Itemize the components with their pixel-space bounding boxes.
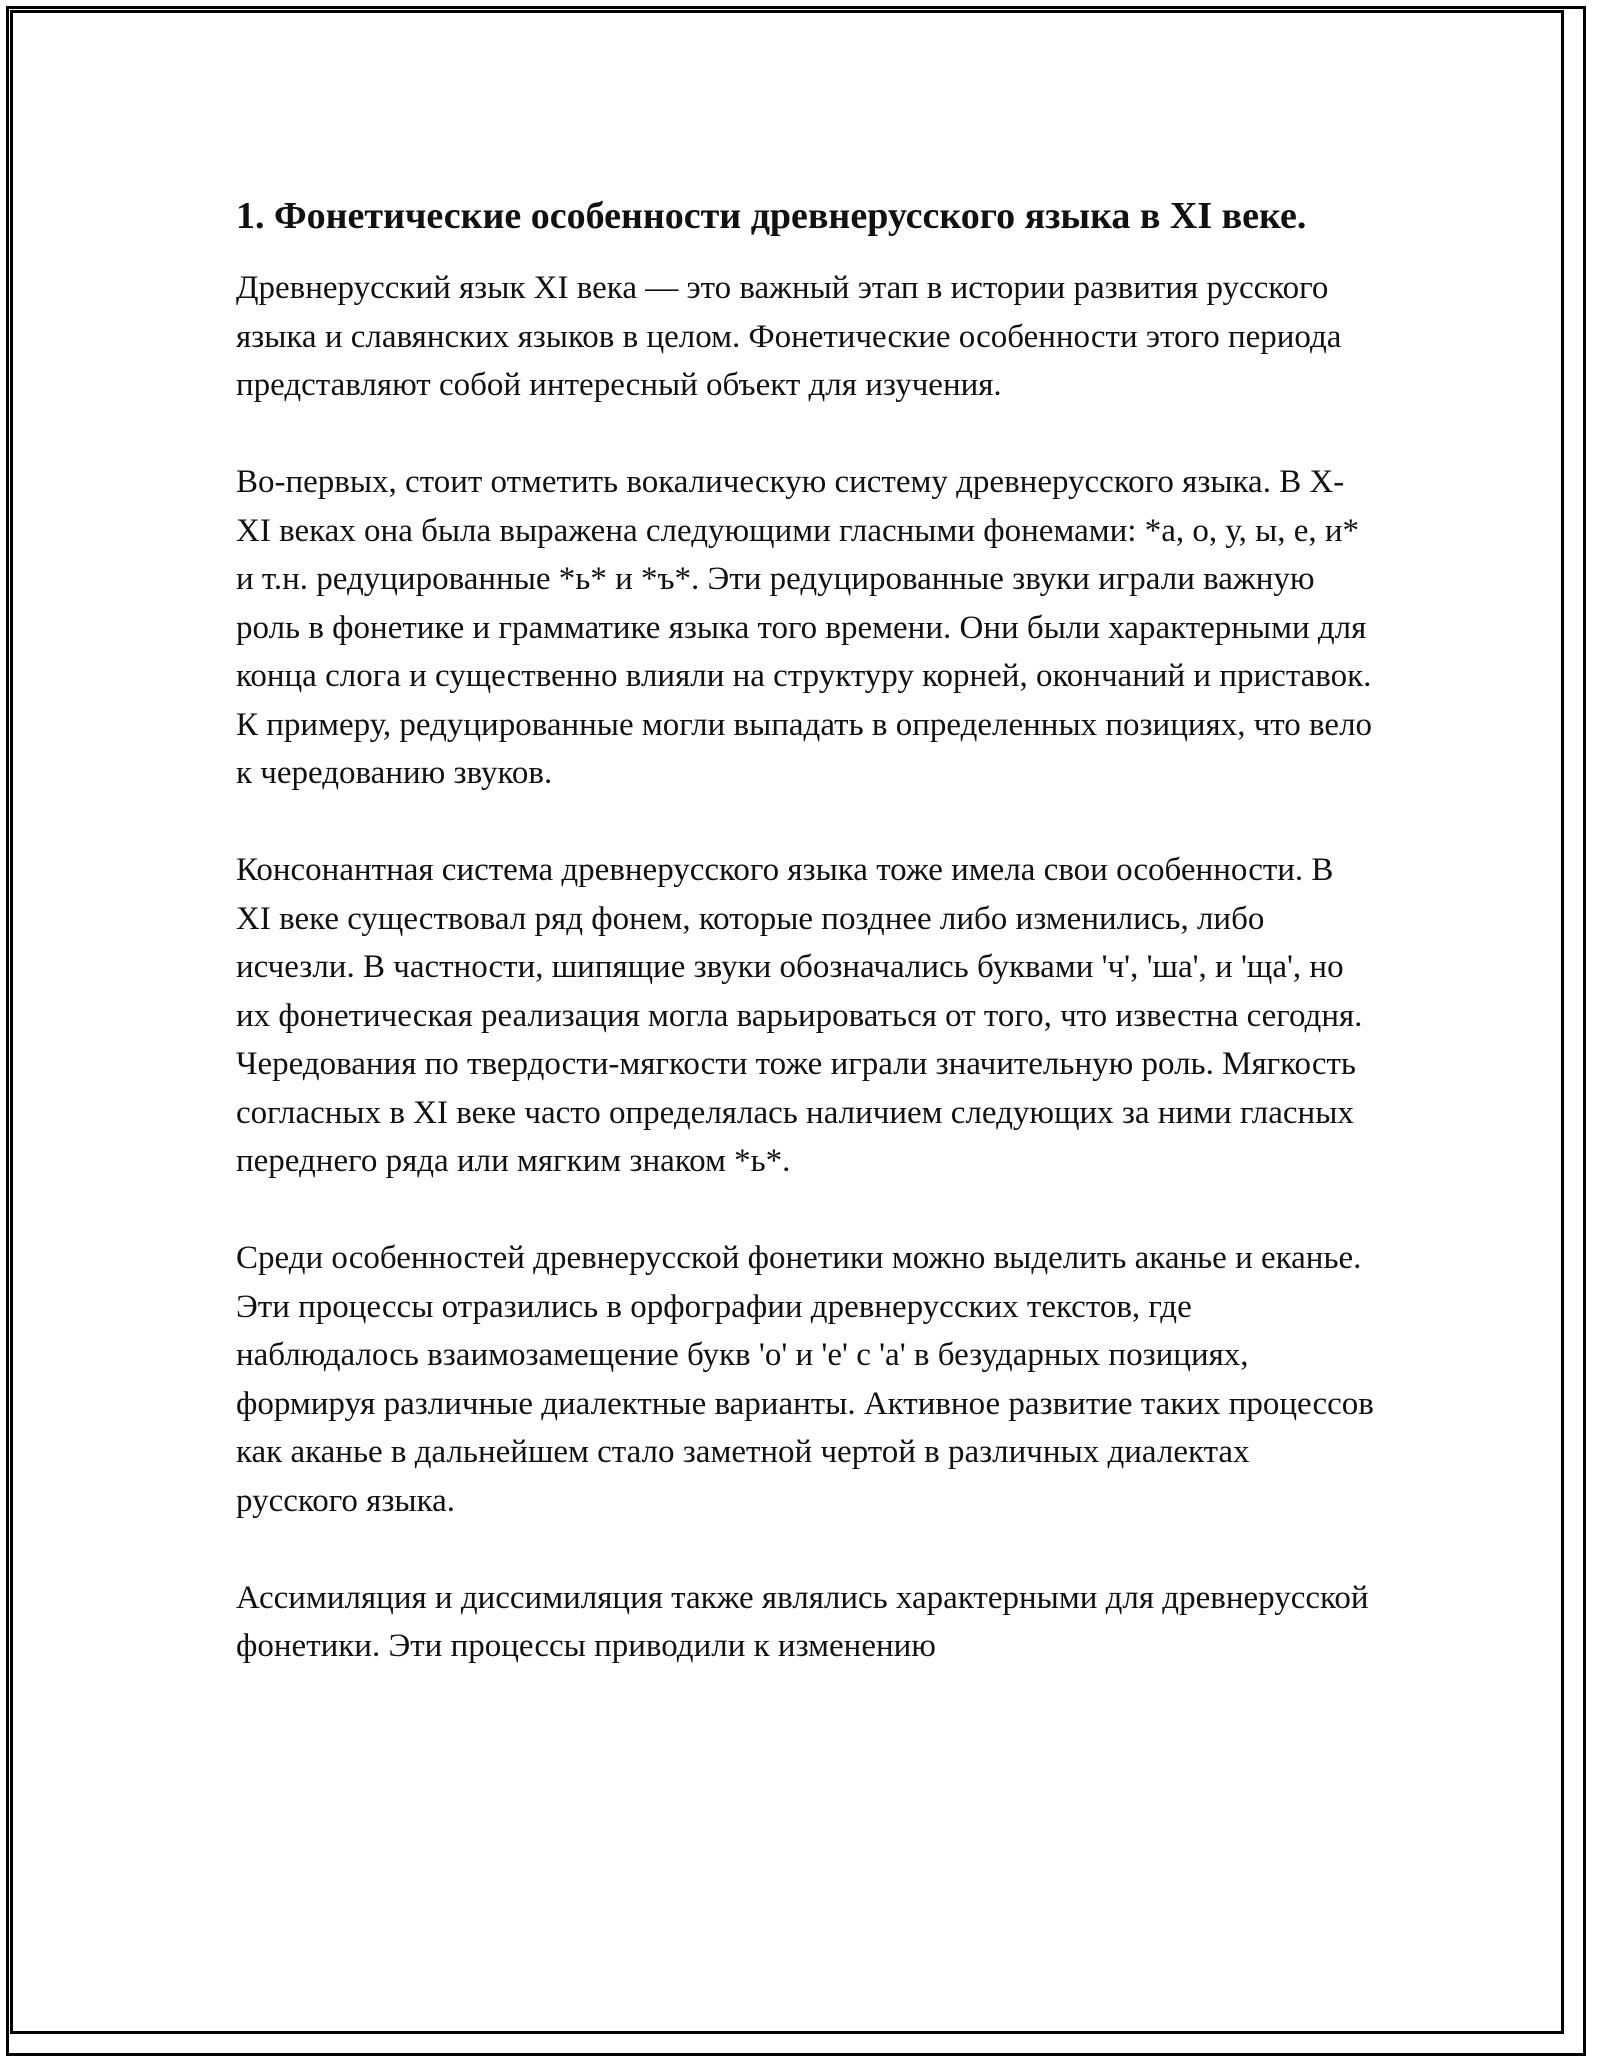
paragraph-assimilation: Ассимиляция и диссимиляция также являлись характерными для древнерусской фонетики. Эти процессы приводили к изменению bbox=[236, 1579, 1369, 1664]
document-body bbox=[236, 188, 1376, 1719]
paragraph-akanye: Среди особенностей древнерусской фонетики можно выделить аканье и еканье. Эти процессы отразились в орфографии древнерусских текстов, где наблюдалось взаимозамещение букв 'о' и 'е' с 'а' в безударных позициях, формируя различные диалектные варианты. Активное развитие таких процессов как аканье в дальнейшем стало заметной чертой в различных диалектах русского языка. bbox=[236, 1240, 1374, 1519]
section-heading: 1. Фонетические особенности древнерусского языка в XI веке. bbox=[236, 195, 1307, 237]
paragraph-vowels: Во-первых, стоит отметить вокалическую систему древнерусского языка. В X-XI веках она была выражена следующими гласными фонемами: *а, о, у, ы, е, и* и т.н. редуцированные *ь* и *ъ*. Эти редуцированные звуки играли важную роль в фонетике и грамматике языка того времени. Они были характерными для конца слога и существенно влияли на структуру корней, окончаний и приставок. К примеру, редуцированные могли выпадать в определенных позициях, что вело к чередованию звуков. bbox=[236, 464, 1373, 791]
paragraph-intro: Древнерусский язык XI века — это важный этап в истории развития русского языка и славянских языков в целом. Фонетические особенности этого периода представляют собой интересный объект для изучения. bbox=[236, 270, 1342, 403]
paragraph-consonants: Консонантная система древнерусского языка тоже имела свои особенности. В XI веке существовал ряд фонем, которые позднее либо изменились, либо исчезли. В частности, шипящие звуки обозначались буквами 'ч', 'ша', и 'ща', но их фонетическая реализация могла варьироваться от того, что известна сегодня. Чередования по твердости-мягкости тоже играли значительную роль. Мягкость согласных в XI веке часто определялась наличием следующих за ними гласных переднего ряда или мягким знаком *ь*. bbox=[236, 852, 1363, 1179]
